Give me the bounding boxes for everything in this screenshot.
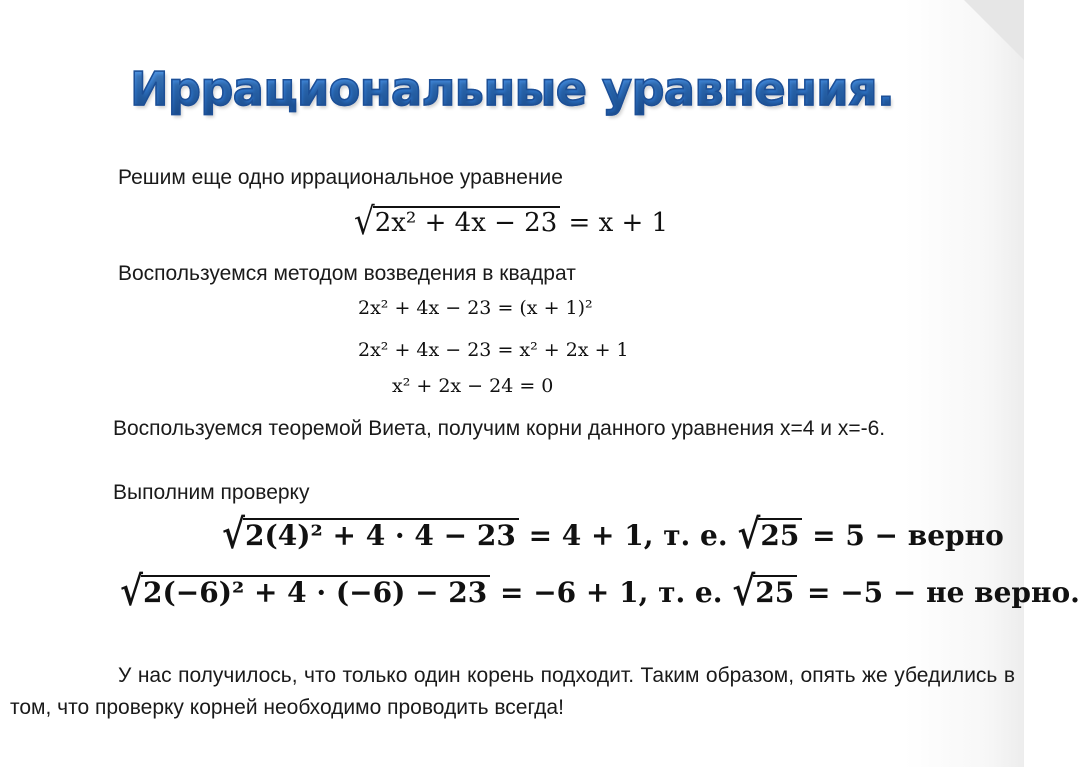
check-2-radicand-2: 25 bbox=[753, 575, 797, 609]
check-2-radical-2 bbox=[732, 568, 797, 616]
intro-text: Решим еще одно иррациональное уравнение bbox=[118, 166, 563, 189]
main-equation-radical bbox=[354, 199, 560, 244]
step-2-equation: 2x² + 4x − 23 = x² + 2x + 1 bbox=[358, 339, 629, 361]
step-3-equation: x² + 2x − 24 = 0 bbox=[392, 375, 554, 397]
page-curl-fold bbox=[964, 0, 1024, 60]
radical-sign-icon: √ bbox=[222, 511, 246, 559]
main-equation-rhs: = x + 1 bbox=[568, 208, 669, 238]
check-2-middle: = −6 + 1, т. е. bbox=[500, 576, 723, 609]
radical-sign-icon: √ bbox=[737, 511, 761, 559]
check-1-radical-2 bbox=[737, 511, 802, 559]
check-text: Выполним проверку bbox=[113, 481, 310, 504]
check-1-end: = 5 − верно bbox=[812, 519, 1004, 552]
radical-sign-icon: √ bbox=[354, 199, 375, 244]
check-1-radicand-2: 25 bbox=[758, 518, 802, 552]
main-equation bbox=[354, 199, 669, 244]
check-2-radical bbox=[120, 568, 490, 616]
conclusion-text: У нас получилось, что только один корень подходит. Таким образом, опять же убедились в том, что проверку корней необходимо проводить всегда! bbox=[10, 664, 1015, 719]
check-2-end: = −5 − не верно. bbox=[806, 576, 1080, 609]
radical-sign-icon: √ bbox=[732, 568, 756, 616]
method-text: Воспользуемся методом возведения в квадрат bbox=[118, 262, 576, 285]
vieta-text: Воспользуемся теоремой Виета, получим корни данного уравнения x=4 и x=-6. bbox=[113, 417, 886, 440]
radical-sign-icon: √ bbox=[120, 568, 144, 616]
slide-title: Иррациональные уравнения. bbox=[0, 62, 1024, 116]
main-equation-radicand: 2x² + 4x − 23 bbox=[373, 206, 561, 238]
check-1-equation bbox=[222, 511, 1004, 559]
check-1-middle: = 4 + 1, т. е. bbox=[528, 519, 728, 552]
check-1-radicand: 2(4)² + 4 · 4 − 23 bbox=[243, 518, 519, 552]
check-2-radicand: 2(−6)² + 4 · (−6) − 23 bbox=[141, 575, 490, 609]
step-1-equation: 2x² + 4x − 23 = (x + 1)² bbox=[358, 297, 593, 319]
check-1-radical bbox=[222, 511, 519, 559]
check-2-equation bbox=[120, 568, 1080, 616]
